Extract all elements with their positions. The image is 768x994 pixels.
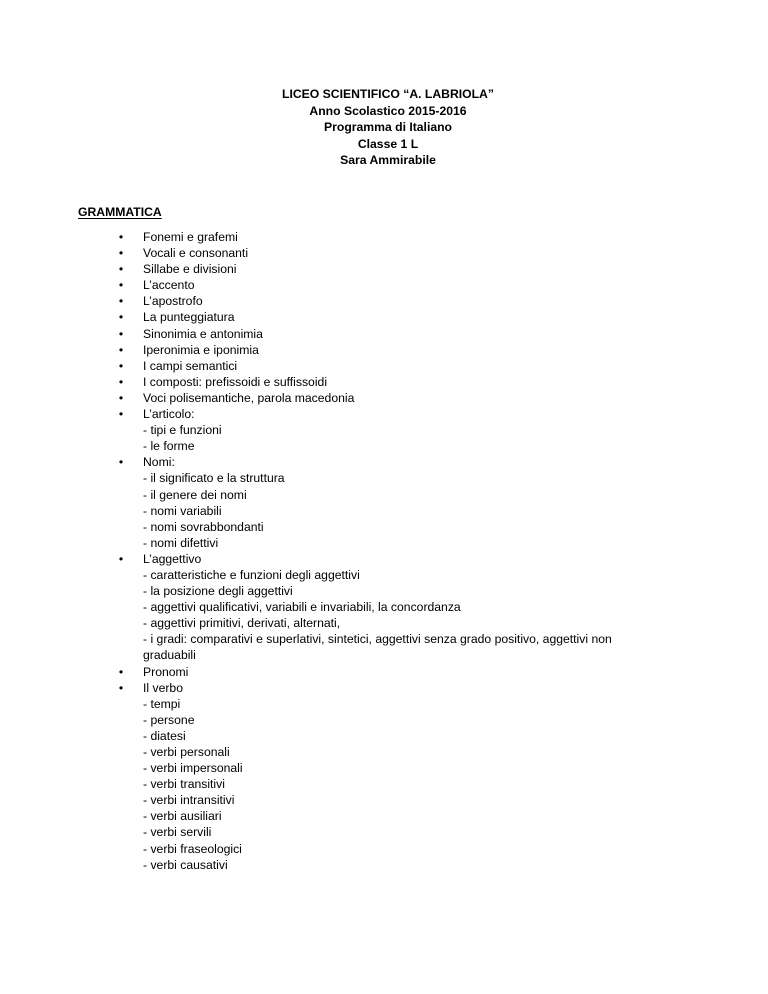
- bullet-icon: •: [118, 342, 124, 357]
- topic-label: Sinonimia e antonimia: [143, 326, 263, 341]
- bullet-icon: •: [118, 551, 124, 566]
- bullet-icon: •: [118, 664, 124, 679]
- topic-label: Vocali e consonanti: [143, 246, 249, 261]
- class-name: Classe 1 L: [357, 136, 419, 151]
- bullet-icon: •: [118, 230, 124, 244]
- subtopic-item: - verbi impersonali: [143, 761, 243, 776]
- section-title: GRAMMATICA: [78, 205, 162, 219]
- bullet-icon: •: [118, 407, 124, 422]
- subtopic-item: - tempi: [143, 696, 181, 711]
- topic-label: La punteggiatura: [143, 310, 235, 325]
- subtopic-item: - nomi sovrabbondanti: [143, 519, 264, 534]
- school-year: Anno Scolastico 2015-2016: [309, 103, 467, 118]
- bullet-icon: •: [118, 680, 124, 695]
- bullet-icon: •: [118, 278, 124, 293]
- list-item: [0, 664, 768, 680]
- list-item: [0, 309, 768, 325]
- list-item: [0, 551, 768, 664]
- list-item: [0, 245, 768, 261]
- topic-label: Pronomi: [143, 664, 189, 679]
- bullet-icon: •: [118, 294, 124, 309]
- list-item: [0, 390, 768, 406]
- subtopic-item: - verbi causativi: [143, 857, 228, 872]
- list-item: [0, 406, 768, 454]
- topic-label: L’aggettivo: [143, 551, 202, 566]
- topic-label: Sillabe e divisioni: [143, 262, 237, 277]
- bullet-icon: •: [118, 390, 124, 405]
- subtopic-item: - verbi servili: [143, 825, 212, 840]
- school-name: LICEO SCIENTIFICO “A. LABRIOLA”: [282, 87, 494, 101]
- subtopic-item: - il significato e la struttura: [143, 471, 285, 486]
- bullet-icon: •: [118, 246, 124, 261]
- subtopic-item: - nomi variabili: [143, 503, 222, 518]
- list-item: [0, 261, 768, 277]
- subtopic-item: - nomi difettivi: [143, 535, 219, 550]
- list-item: [0, 277, 768, 293]
- subtopic-item: - le forme: [143, 439, 195, 454]
- topic-label: L’articolo:: [143, 407, 195, 422]
- list-item: [0, 454, 768, 551]
- topic-list: [0, 229, 768, 873]
- topic-label: Voci polisemantiche, parola macedonia: [143, 390, 355, 405]
- subtopic-item: - tipi e funzioni: [143, 423, 222, 438]
- topic-label: L’apostrofo: [143, 294, 203, 309]
- teacher-name: Sara Ammirabile: [340, 153, 436, 167]
- topic-label: Iperonimia e iponimia: [143, 342, 259, 357]
- subtopic-item: - verbi personali: [143, 745, 230, 759]
- bullet-icon: •: [118, 310, 124, 325]
- subtopic-item: - verbi intransitivi: [143, 793, 235, 808]
- list-item: [0, 342, 768, 358]
- subtopic-item: - persone: [143, 712, 195, 727]
- subtopic-item: - caratteristiche e funzioni degli aggettivi: [143, 567, 360, 582]
- subtopic-item: - diatesi: [143, 728, 186, 743]
- bullet-icon: •: [118, 358, 124, 373]
- bullet-icon: •: [118, 374, 124, 389]
- list-item: [0, 374, 768, 390]
- topic-label: I campi semantici: [143, 358, 238, 373]
- program-title: Programma di Italiano: [324, 120, 452, 134]
- topic-label: Nomi:: [143, 455, 175, 470]
- list-item: [0, 293, 768, 309]
- bullet-icon: •: [118, 262, 124, 277]
- subtopic-item: - il genere dei nomi: [143, 487, 247, 502]
- bullet-icon: •: [118, 326, 124, 341]
- bullet-icon: •: [118, 455, 124, 470]
- subtopic-item: - i gradi: comparativi e superlativi, sintetici, aggettivi senza grado positivo, aggettivi non graduabili: [143, 632, 612, 663]
- list-item: [0, 358, 768, 374]
- topic-label: Il verbo: [143, 680, 183, 695]
- topic-label: L’accento: [143, 278, 195, 293]
- list-item: [0, 229, 768, 245]
- subtopic-item: - verbi ausiliari: [143, 809, 222, 824]
- list-item: [0, 680, 768, 873]
- topic-label: I composti: prefissoidi e suffissoidi: [143, 374, 328, 389]
- document-header: [0, 86, 768, 169]
- list-item: [0, 326, 768, 342]
- subtopic-item: - aggettivi primitivi, derivati, alternati,: [143, 616, 341, 631]
- subtopic-item: - verbi fraseologici: [143, 841, 242, 856]
- topic-label: Fonemi e grafemi: [143, 230, 238, 244]
- subtopic-item: - aggettivi qualificativi, variabili e invariabili, la concordanza: [143, 600, 461, 615]
- subtopic-item: - verbi transitivi: [143, 777, 225, 792]
- subtopic-item: - la posizione degli aggettivi: [143, 584, 293, 599]
